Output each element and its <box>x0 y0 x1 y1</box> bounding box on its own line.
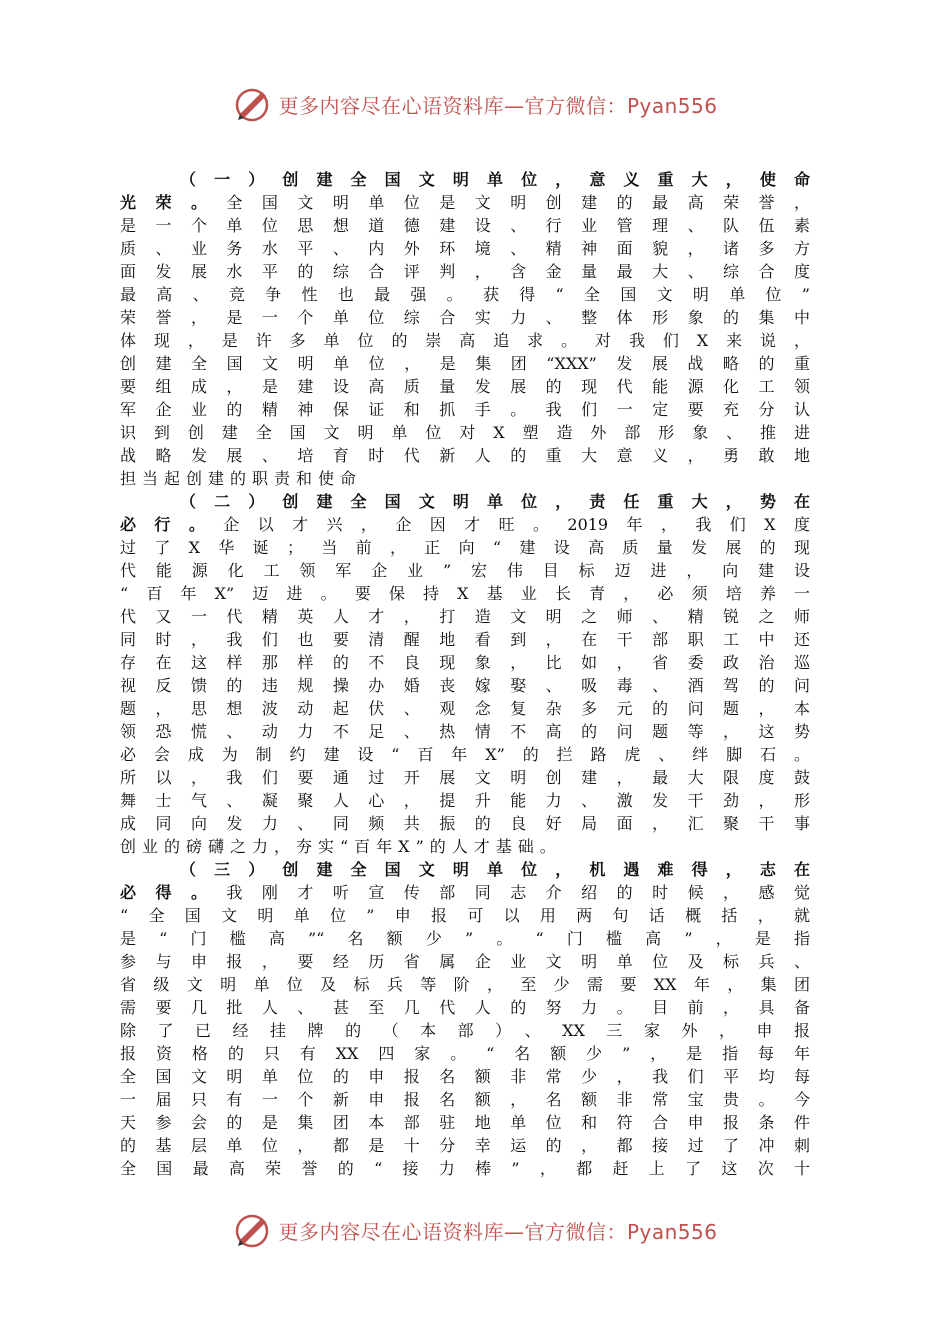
watermark-text: 更多内容尽在心语资料库—官方微信：Pyan556 <box>278 1219 718 1244</box>
paragraph-line: 除了已经挂牌的（本部）、XX三家外，申报 <box>120 1021 810 1040</box>
paragraph-line: 的基层单位，都是十分幸运的，都接过了冲刺 <box>120 1136 810 1155</box>
bold-lead-phrase: 光荣。 <box>120 193 227 212</box>
paragraph-line: 必行。企以才兴，企因才旺。2019年，我们X度 <box>120 515 810 534</box>
paragraph-line: 创业的磅礴之力，夯实“百年X”的人才基础。 <box>120 837 562 856</box>
paragraph-line: 成同向发力、同频共振的良好局面，汇聚干事 <box>120 814 810 833</box>
paragraph-line: 代能源化工领军企业”宏伟目标迈进，向建设 <box>120 561 810 580</box>
paragraph-line: 必会成为制约建设“百年X”的拦路虎、绊脚石。 <box>120 745 810 764</box>
paragraph-line: 识到创建全国文明单位对X塑造外部形象、推进 <box>120 423 810 442</box>
paragraph-line: “全国文明单位”申报可以用两句话概括，就 <box>120 906 810 925</box>
pen-circle-logo-icon <box>232 84 272 124</box>
paragraph-line: 必得。我刚才听宣传部同志介绍的时候，感觉 <box>120 883 810 902</box>
paragraph-line: 全国文明单位的申报名额非常少，我们平均每 <box>120 1067 810 1086</box>
paragraph-line: 参与申报，要经历省属企业文明单位及标兵、 <box>120 952 810 971</box>
paragraph-line: 全国最高荣誉的“接力棒”，都赶上了这次十 <box>120 1159 810 1178</box>
document-body <box>120 168 810 1180</box>
paragraph-line: 领恐慌、动力不足、热情不高的问题等，这势 <box>120 722 810 741</box>
paragraph-line: 视反馈的违规操办婚丧嫁娶、吸毒、酒驾的问 <box>120 676 810 695</box>
paragraph-line: 题，思想波动起伏、观念复杂多元的问题，本 <box>120 699 810 718</box>
paragraph-line: 省级文明单位及标兵等阶，至少需要XX年，集团 <box>120 975 810 994</box>
paragraph-line: 军企业的精神保证和抓手。我们一定要充分认 <box>120 400 810 419</box>
paragraph-line: 质、业务水平、内外环境、精神面貌，诸多方 <box>120 239 810 258</box>
section-heading-line: （三）创建全国文明单位，机遇难得，志在 <box>180 860 810 879</box>
paragraph-line: 所以，我们要通过开展文明创建，最大限度鼓 <box>120 768 810 787</box>
bold-lead-phrase: 必行。 <box>120 515 224 534</box>
paragraph-line: 荣誉，是一个单位综合实力、整体形象的集中 <box>120 308 810 327</box>
paragraph-line: 过了X华诞；当前，正向“建设高质量发展的现 <box>120 538 810 557</box>
paragraph-line: 创建全国文明单位，是集团“XXX”发展战略的重 <box>120 354 810 373</box>
watermark-banner-bottom <box>0 1208 950 1252</box>
paragraph-line: “百年X”迈进。要保持X基业长青，必须培养一 <box>120 584 810 603</box>
paragraph-line: 最高、竞争性也最强。获得“全国文明单位” <box>120 285 810 304</box>
paragraph-line: 担当起创建的职责和使命 <box>120 469 363 488</box>
paragraph-line: 报资格的只有XX四家。“名额少”，是指每年 <box>120 1044 810 1063</box>
paragraph-line: 面发展水平的综合评判，含金量最大、综合度 <box>120 262 810 281</box>
paragraph-line: 战略发展、培育时代新人的重大意义，勇敢地 <box>120 446 810 465</box>
paragraph-line: 天参会的是集团本部驻地单位和符合申报条件 <box>120 1113 810 1132</box>
watermark-banner-top <box>0 82 950 126</box>
section-heading-line: （一）创建全国文明单位，意义重大，使命 <box>180 170 810 189</box>
paragraph-line: 需要几批人、甚至几代人的努力。目前，具备 <box>120 998 810 1017</box>
bold-lead-phrase: 必得。 <box>120 883 227 902</box>
section-heading-line: （二）创建全国文明单位，责任重大，势在 <box>180 492 810 511</box>
paragraph-line: 是一个单位思想道德建设、行业管理、队伍素 <box>120 216 810 235</box>
paragraph-line: 要组成，是建设高质量发展的现代能源化工领 <box>120 377 810 396</box>
paragraph-line: 代又一代精英人才，打造文明之师、精锐之师 <box>120 607 810 626</box>
paragraph-line: 体现，是许多单位的崇高追求。对我们X来说， <box>120 331 810 350</box>
paragraph-line: 是“门槛高”“名额少”。“门槛高”，是指 <box>120 929 810 948</box>
paragraph-line: 一届只有一个新申报名额，名额非常宝贵。今 <box>120 1090 810 1109</box>
paragraph-line: 存在这样那样的不良现象，比如，省委政治巡 <box>120 653 810 672</box>
watermark-text: 更多内容尽在心语资料库—官方微信：Pyan556 <box>278 93 718 118</box>
paragraph-line: 同时，我们也要清醒地看到，在干部职工中还 <box>120 630 810 649</box>
paragraph-line: 舞士气、凝聚人心，提升能力、激发干劲，形 <box>120 791 810 810</box>
pen-circle-logo-icon <box>232 1210 272 1250</box>
paragraph-line: 光荣。全国文明单位是文明创建的最高荣誉， <box>120 193 810 212</box>
